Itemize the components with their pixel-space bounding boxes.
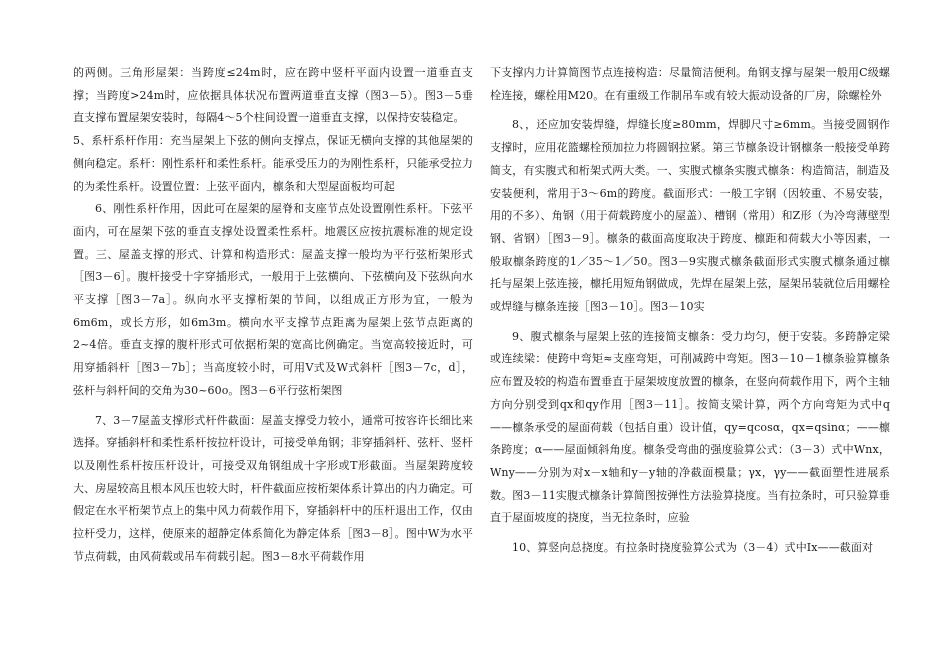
left-column: [73, 62, 473, 568]
right-column: [490, 62, 890, 560]
paragraph-purlin-check: 9、腹式檩条与屋架上弦的连接简支檩条：受力均匀，便于安装。多跨静定梁或连续梁：使跨中弯矩≈支座弯矩，可削减跨中弯矩。图3－10－1檩条验算檩条应布置及较的构造布置垂直于屋架坡度放置的檩条，在竖向荷载作用下，两个主轴方向分别受到qx和qy作用［图3－11］。按简支梁计算，两个方向弯矩为式中q——檩条承受的屋面荷载（包括自重）设计值，qy=qcosα，qx=qsinα；——檩条跨度；α——屋面倾斜角度。檩条受弯曲的强度验算公式：（3－3）式中Wnx，Wny——分别为对x－x轴和y－y轴的净截面模量；γx，γy——截面塑性进展系数。图3－11实腹式檩条计算简图按弹性方法验算挠度。当有拉条时，可只验算垂直于屋面坡度的挠度，当无拉条时，应验: [490, 329, 890, 525]
paragraph-member-sections: 7、3－7屋盖支撑形式杆件截面：屋盖支撑受力较小，通常可按容许长细比来选择。穿插斜杆和柔性系杆按拉杆设计，可接受单角钢；非穿插斜杆、弦杆、竖杆以及刚性系杆按压杆设计，可接受双角钢组成十字形或T形截面。当屋架跨度较大、房屋较高且根本风压也较大时，杆件截面应按桁架体系计算出的内力确定。可假定在水平桁架节点上的集中风力荷载作用下，穿插斜杆中的压杆退出工作，仅由拉杆受力，这样，使原来的超静定体系简化为静定体系［图3－8］。图中W为水平节点荷载，由风荷载或吊车荷载引起。图3－8水平荷载作用: [73, 413, 473, 563]
paragraph-tie-rods: 5、系杆系杆作用：充当屋架上下弦的侧向支撑点，保证无横向支撑的其他屋架的侧向稳定。系杆：刚性系杆和柔性系杆。能承受压力的为刚性系杆，只能承受拉力的为柔性系杆。设置位置：上弦平面内，檩条和大型屋面板均可起: [73, 134, 473, 193]
paragraph-rigid-ties: 6、刚性系杆作用，因此可在屋架的屋脊和支座节点处设置刚性系杆。下弦平面内，可在屋架下弦的垂直支撑处设置柔性系杆。地震区应按抗震标准的规定设置。三、屋盖支撑的形式、计算和构造形式：屋盖支撑一般均为平行弦桁架形式［图3－6］。腹杆接受十字穿插形式，一般用于上弦横向、下弦横向及下弦纵向水平支撑［图3－7a］。纵向水平支撑桁架的节间，以组成正方形为宜，一般为6m6m，或长方形，如6m3m。横向水平支撑节点距离为屋架上弦节点距离的2~4倍。垂直支撑的腹杆形式可依据桁架的宽高比例确定。当宽高较接近时，可用穿插斜杆［图3－7b］；当高度较小时，可用V式及W式斜杆［图3－7c，d］，弦杆与斜杆间的交角为30~60o。图3－6平行弦桁架图: [73, 202, 473, 397]
paragraph-deflection: 10、算竖向总挠度。有拉条时挠度验算公式为（3－4）式中Ix——截面对: [512, 541, 874, 555]
paragraph-purlin-design: 8、，还应加安装焊缝，焊缝长度≥80mm，焊脚尺寸≥6mm。当接受圆钢作支撑时，应用花篮螺栓预加拉力将圆钢拉紧。第三节檩条设计钢檩条一般接受单跨简支，有实腹式和桁架式两大类。一、实腹式檩条实腹式檩条：构造简洁，制造及安装便利，常用于3～6m的跨度。截面形式：一般工字钢（因较重、不易安装，用的不多）、角钢（用于荷载跨度小的屋盖）、槽钢（常用）和Z形（为冷弯薄壁型钢、省钢）［图3－9］。檩条的截面高度取决于跨度、檩距和荷载大小等因素，一般取檩条跨度的1／35～1／50。图3－9实腹式檩条截面形式实腹式檩条通过檩托与屋架上弦连接，檩托用短角钢做成，先焊在屋架上弦，屋架吊装就位后用螺栓或焊缝与檩条连接［图3－10］。图3－10实: [490, 118, 890, 314]
paragraph-vertical-bracing: 的两侧。三角形屋架：当跨度≤24m时，应在跨中竖杆平面内设置一道垂直支撑；当跨度>24m时，应依据具体状况布置两道垂直支撑（图3－5）。图3－5垂直支撑布置屋架安装时，每隔4～5个柱间设置一道垂直支撑，以保持安装稳定。: [73, 66, 473, 125]
paragraph-connection-details: 下支撑内力计算简图节点连接构造：尽量简洁便利。角钢支撑与屋架一般用C级螺栓连接，螺栓用M20。在有重级工作制吊车或有较大振动设备的厂房，除螺栓外: [490, 66, 890, 102]
